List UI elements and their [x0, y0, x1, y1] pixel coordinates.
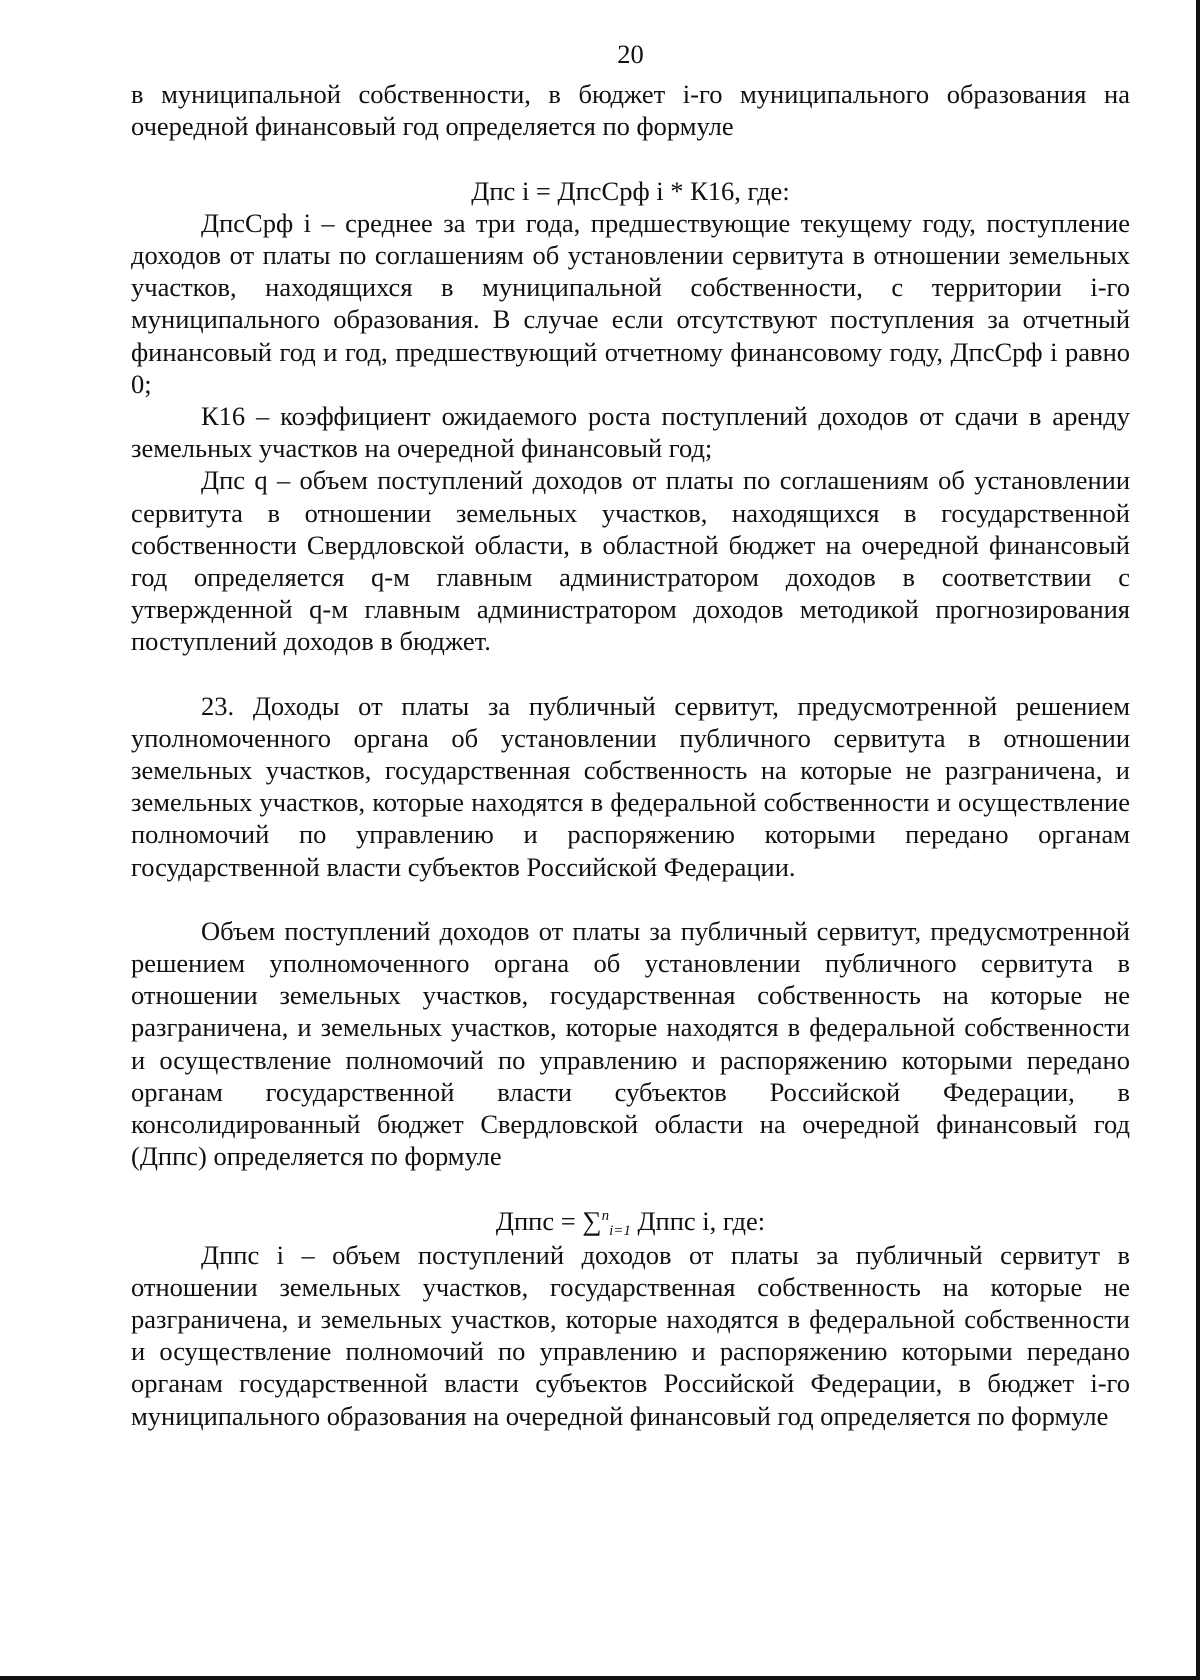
- summation-symbol-group: [582, 1205, 631, 1239]
- document-content: [131, 38, 1130, 1432]
- sum-lower-limit: i=1: [609, 1222, 631, 1239]
- page-number: 20: [617, 39, 644, 69]
- paragraph-dppsi-definition: Дппс i – объем поступлений доходов от платы за публичный сервитут в отношении земельных участков, государственная собственность на которые не разграничена, и земельных участков, которые находятся в федеральной собственности и осуществление полномочий по управлению и распоряжению которыми передано органам государственной власти субъектов Российской Федерации, в бюджет i-го муниципального образования на очередной финансовый год определяется по формуле: [131, 1239, 1130, 1431]
- paragraph-dpssrf-definition: ДпсСрф i – среднее за три года, предшествующие текущему году, поступление доходов от платы по соглашениям об установлении сервитута в отношении земельных участков, находящихся в муниципальной собственности, с территории i-го муниципального образования. В случае если отсутствуют поступления за отчетный финансовый год и год, предшествующий отчетному финансовому году, ДпсСрф i равно 0;: [131, 207, 1130, 399]
- paragraph-dpsq-definition: Дпс q – объем поступлений доходов от платы по соглашениям об установлении сервитута в отношении земельных участков, находящихся в государственной собственности Свердловской области, в областной бюджет на очередной финансовый год определяется q-м главным администратором доходов в соответствии с утвержденной q-м главным администратором доходов методикой прогнозирования поступлений доходов в бюджет.: [131, 465, 1130, 657]
- formula-right-part: Дппс i, где:: [630, 1205, 766, 1236]
- paragraph-k16-definition: К16 – коэффициент ожидаемого роста поступлений доходов от сдачи в аренду земельных участков на очередной финансовый год;: [131, 401, 1130, 464]
- sigma-symbol: ∑: [582, 1205, 602, 1236]
- paragraph-section-23: 23. Доходы от платы за публичный сервитут, предусмотренной решением уполномоченного органа об установлении публичного сервитута в отношении земельных участков, государственная собственность на которые не разграничена, и земельных участков, которые находятся в федеральной собственности и осуществление полномочий по управлению и распоряжению которыми передано органам государственной власти субъектов Российской Федерации.: [131, 690, 1130, 882]
- paragraph-continuation: в муниципальной собственности, в бюджет i-го муниципального образования на очередной финансовый год определяется по формуле: [131, 79, 1130, 142]
- scan-right-border: [1196, 0, 1200, 1680]
- formula-left-part: Дппс =: [495, 1205, 583, 1236]
- formula-dps: Дпс i = ДпсСрф i * К16, где:: [471, 175, 790, 206]
- formula-dpps-sum: [131, 1205, 1130, 1239]
- scan-bottom-border: [0, 1676, 1200, 1680]
- paragraph-dpps-volume: Объем поступлений доходов от платы за публичный сервитут, предусмотренной решением уполномоченного органа об установлении публичного сервитута в отношении земельных участков, государственная собственность на которые не разграничена, и земельных участков, которые находятся в федеральной собственности и осуществление полномочий по управлению и распоряжению которыми передано органам государственной власти субъектов Российской Федерации, в консолидированный бюджет Свердловской области на очередной финансовый год (Дппс) определяется по формуле: [131, 915, 1130, 1172]
- sum-upper-limit: n: [601, 1207, 610, 1224]
